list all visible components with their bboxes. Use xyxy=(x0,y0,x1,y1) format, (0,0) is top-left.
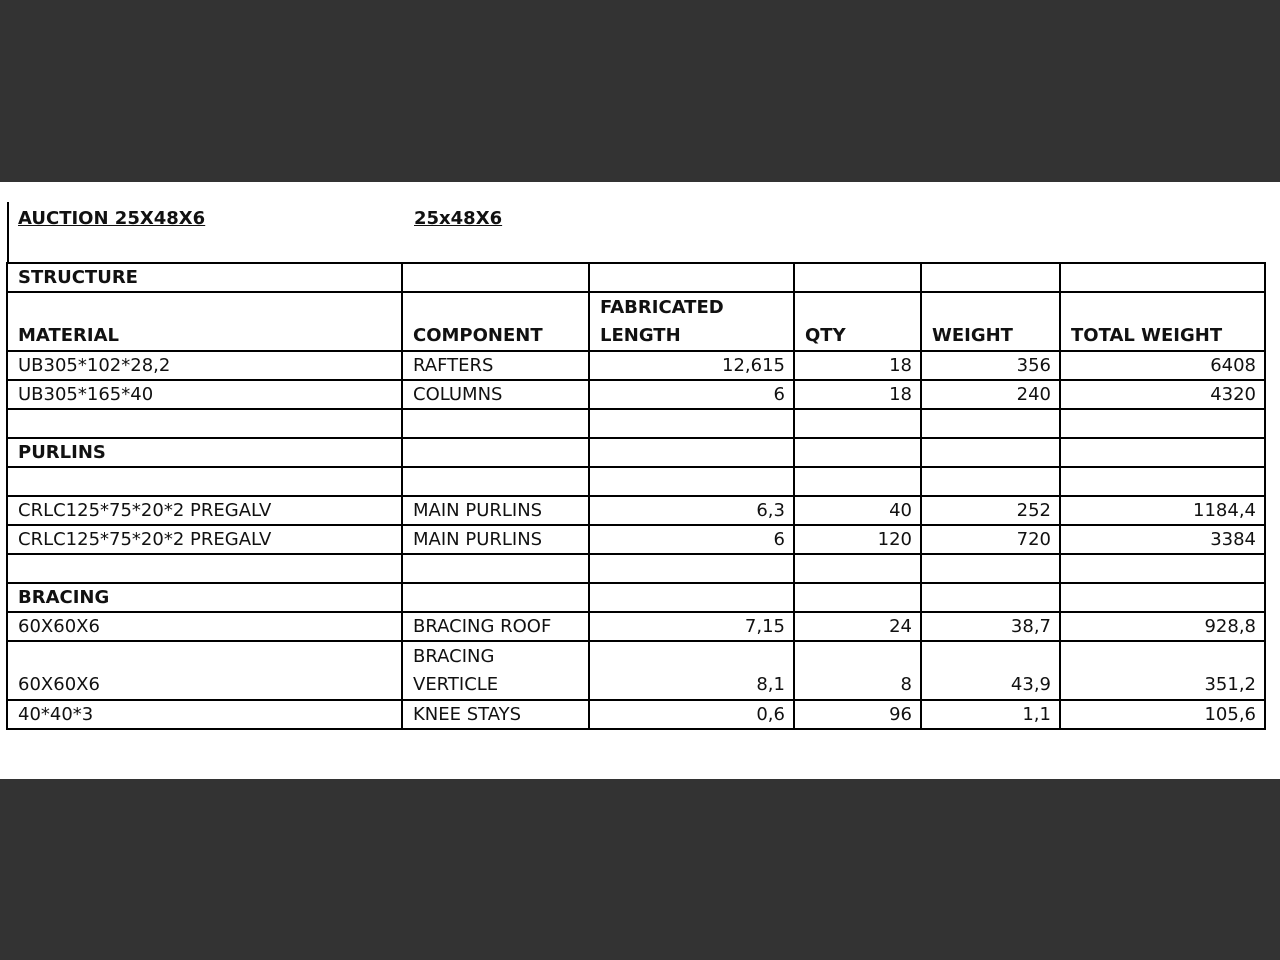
cell-qty: 120 xyxy=(794,525,921,554)
cell-component: MAIN PURLINS xyxy=(402,496,589,525)
table-row xyxy=(7,641,1265,700)
table-row xyxy=(7,525,1265,554)
cell-length: 8,1 xyxy=(589,641,794,700)
header-total-weight: TOTAL WEIGHT xyxy=(1060,292,1265,351)
cell-material: 60X60X6 xyxy=(7,612,402,641)
cell-component-line1: BRACING xyxy=(413,646,495,667)
cell-weight: 1,1 xyxy=(921,700,1060,729)
sheet-title: AUCTION 25X48X6 xyxy=(18,208,206,229)
cell-total: 6408 xyxy=(1060,351,1265,380)
cell-total: 928,8 xyxy=(1060,612,1265,641)
cell-material: 40*40*3 xyxy=(7,700,402,729)
cell-material: CRLC125*75*20*2 PREGALV xyxy=(7,496,402,525)
cell-qty: 24 xyxy=(794,612,921,641)
cell-component: MAIN PURLINS xyxy=(402,525,589,554)
table-row xyxy=(7,496,1265,525)
header-length-line1: FABRICATED xyxy=(600,297,724,318)
cell-component-line2: VERTICLE xyxy=(413,674,499,695)
sheet-subtitle: 25x48X6 xyxy=(414,208,503,229)
cell-length: 6 xyxy=(589,525,794,554)
cell-total: 1184,4 xyxy=(1060,496,1265,525)
cell-weight: 252 xyxy=(921,496,1060,525)
cell-length: 0,6 xyxy=(589,700,794,729)
cell-qty: 8 xyxy=(794,641,921,700)
cell-total: 4320 xyxy=(1060,380,1265,409)
cell-length: 7,15 xyxy=(589,612,794,641)
empty-row xyxy=(7,467,1265,496)
cell-qty: 96 xyxy=(794,700,921,729)
header-length-line2: LENGTH xyxy=(600,325,681,346)
empty-row xyxy=(7,409,1265,438)
cell-weight: 240 xyxy=(921,380,1060,409)
cell-qty: 18 xyxy=(794,380,921,409)
cell-border xyxy=(7,202,9,262)
cell-weight: 356 xyxy=(921,351,1060,380)
cell-material: UB305*165*40 xyxy=(7,380,402,409)
cell-qty: 40 xyxy=(794,496,921,525)
material-table xyxy=(6,262,1266,730)
empty-row xyxy=(7,554,1265,583)
section-row-structure xyxy=(7,263,1265,292)
table-row xyxy=(7,612,1265,641)
section-label: BRACING xyxy=(7,583,402,612)
section-row-bracing xyxy=(7,583,1265,612)
cell-weight: 38,7 xyxy=(921,612,1060,641)
cell-component: COLUMNS xyxy=(402,380,589,409)
cell-component: BRACING ROOF xyxy=(402,612,589,641)
header-length xyxy=(589,292,794,351)
table-row xyxy=(7,700,1265,729)
spreadsheet-image xyxy=(0,182,1280,779)
cell-weight: 43,9 xyxy=(921,641,1060,700)
header-qty: QTY xyxy=(794,292,921,351)
header-material: MATERIAL xyxy=(7,292,402,351)
table-row xyxy=(7,380,1265,409)
cell-length: 6 xyxy=(589,380,794,409)
section-row-purlins xyxy=(7,438,1265,467)
table-row xyxy=(7,351,1265,380)
cell-length: 6,3 xyxy=(589,496,794,525)
section-label: PURLINS xyxy=(7,438,402,467)
cell-component: RAFTERS xyxy=(402,351,589,380)
cell-material: UB305*102*28,2 xyxy=(7,351,402,380)
cell-weight: 720 xyxy=(921,525,1060,554)
cell-total: 351,2 xyxy=(1060,641,1265,700)
header-component: COMPONENT xyxy=(402,292,589,351)
header-row xyxy=(7,292,1265,351)
cell-component: KNEE STAYS xyxy=(402,700,589,729)
cell-material: 60X60X6 xyxy=(7,641,402,700)
cell-total: 105,6 xyxy=(1060,700,1265,729)
cell-total: 3384 xyxy=(1060,525,1265,554)
title-area xyxy=(0,182,1280,262)
section-label: STRUCTURE xyxy=(7,263,402,292)
cell-component xyxy=(402,641,589,700)
header-weight: WEIGHT xyxy=(921,292,1060,351)
cell-qty: 18 xyxy=(794,351,921,380)
cell-length: 12,615 xyxy=(589,351,794,380)
cell-material: CRLC125*75*20*2 PREGALV xyxy=(7,525,402,554)
